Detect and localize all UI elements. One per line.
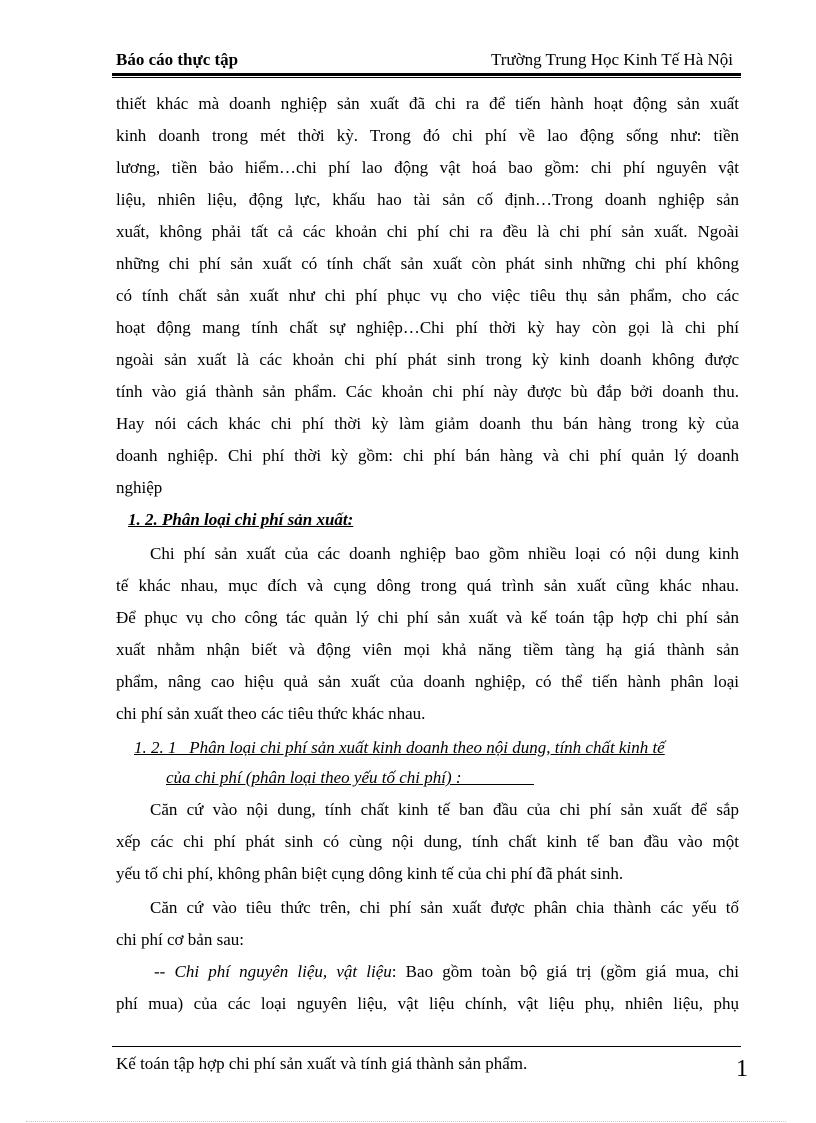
paragraph-line: có tính chất sản xuất như chi phí phục vụ cho việc tiêu thụ sản phẩm, cho các bbox=[116, 286, 739, 305]
paragraph-line: Để phục vụ cho công tác quản lý chi phí sản xuất và kế toán tập hợp chi phí sản bbox=[116, 608, 739, 627]
subsection-heading-cont: của chi phí (phân loại theo yếu tố chi phí) : ________ bbox=[166, 768, 534, 787]
paragraph-line: chi phí sản xuất theo các tiêu thức khác nhau. bbox=[116, 704, 426, 723]
paragraph-line: tính vào giá thành sản phẩm. Các khoản chi phí này được bù đắp bởi doanh thu. bbox=[116, 382, 739, 401]
bullet-lead: -- Chi phí nguyên liệu, vật liệu bbox=[154, 962, 392, 981]
page-header bbox=[116, 46, 737, 74]
paragraph-line: xếp các chi phí phát sinh có cùng nội dung, tính chất kinh tế ban đầu vào một bbox=[116, 832, 739, 851]
paragraph-line: nghiệp bbox=[116, 478, 163, 497]
paragraph-line: chi phí cơ bản sau: bbox=[116, 930, 244, 949]
header-report-title: Báo cáo thực tập bbox=[116, 50, 239, 69]
paragraph-line: phí mua) của các loại nguyên liệu, vật liệu chính, vật liệu phụ, nhiên liệu, phụ bbox=[116, 994, 739, 1013]
header-rule-thin bbox=[112, 77, 741, 78]
paragraph-line: Căn cứ vào tiêu thức trên, chi phí sản xuất được phân chia thành các yếu tố bbox=[150, 898, 739, 917]
paragraph-line: những chi phí sản xuất có tính chất sản xuất còn phát sinh những chi phí không bbox=[116, 254, 739, 273]
bullet-item bbox=[116, 962, 739, 982]
paragraph-line: kinh doanh trong mét thời kỳ. Trong đó chi phí về lao động sống như: tiền bbox=[116, 126, 739, 145]
paragraph-line: xuất, không phải tất cả các khoản chi phí chi ra đều là chi phí sản xuất. Ngoài bbox=[116, 222, 739, 241]
page-break-rule bbox=[26, 1121, 786, 1122]
footer-rule bbox=[112, 1046, 741, 1047]
section-heading: 1. 2. Phân loại chi phí sản xuất: bbox=[128, 510, 354, 529]
paragraph-line: lương, tiền bảo hiểm…chi phí lao động vật hoá bao gồm: chi phí nguyên vật bbox=[116, 158, 739, 177]
paragraph-line: phẩm, nâng cao hiệu quả sản xuất của doanh nghiệp, có thể tiến hành phân loại bbox=[116, 672, 739, 691]
header-rule-thick bbox=[112, 73, 741, 76]
paragraph-line: ngoài sản xuất là các khoản chi phí phát sinh trong kỳ kinh doanh không được bbox=[116, 350, 739, 369]
page-number: 1 bbox=[736, 1056, 748, 1082]
paragraph-line: tế khác nhau, mục đích và cụng dông trong quá trình sản xuất cũng khác nhau. bbox=[116, 576, 739, 595]
paragraph-line: xuất nhằm nhận biết và động viên mọi khả năng tiềm tàng hạ giá thành sản bbox=[116, 640, 739, 659]
paragraph-line: Chi phí sản xuất của các doanh nghiệp bao gồm nhiều loại có nội dung kinh bbox=[150, 544, 739, 563]
paragraph-line: doanh nghiệp. Chi phí thời kỳ gồm: chi phí bán hàng và chi phí quản lý doanh bbox=[116, 446, 739, 465]
footer-title: Kế toán tập hợp chi phí sản xuất và tính giá thành sản phẩm. bbox=[116, 1054, 528, 1073]
header-school-name: Trường Trung Học Kinh Tế Hà Nội bbox=[490, 50, 733, 69]
paragraph-line: thiết khác mà doanh nghiệp sản xuất đã chi ra để tiến hành hoạt động sản xuất bbox=[116, 94, 739, 113]
paragraph-line: liệu, nhiên liệu, động lực, khấu hao tài sản cố định…Trong doanh nghiệp sản bbox=[116, 190, 739, 209]
paragraph-line: Căn cứ vào nội dung, tính chất kinh tế ban đầu của chi phí sản xuất để sắp bbox=[150, 800, 739, 819]
paragraph-line: Hay nói cách khác chi phí thời kỳ làm giảm doanh thu bán hàng trong kỳ của bbox=[116, 414, 739, 433]
subsection-heading: 1. 2. 1 _Phân loại chi phí sản xuất kinh doanh theo nội dung, tính chất kinh tế bbox=[134, 738, 665, 757]
paragraph-line: hoạt động mang tính chất sự nghiệp…Chi phí thời kỳ hay còn gọi là chi phí bbox=[116, 318, 739, 337]
bullet-rest: : Bao gồm toàn bộ giá trị (gồm giá mua, chi bbox=[391, 962, 739, 981]
paragraph-line: yếu tố chi phí, không phân biệt cụng dông kinh tế của chi phí đã phát sinh. bbox=[116, 864, 624, 883]
